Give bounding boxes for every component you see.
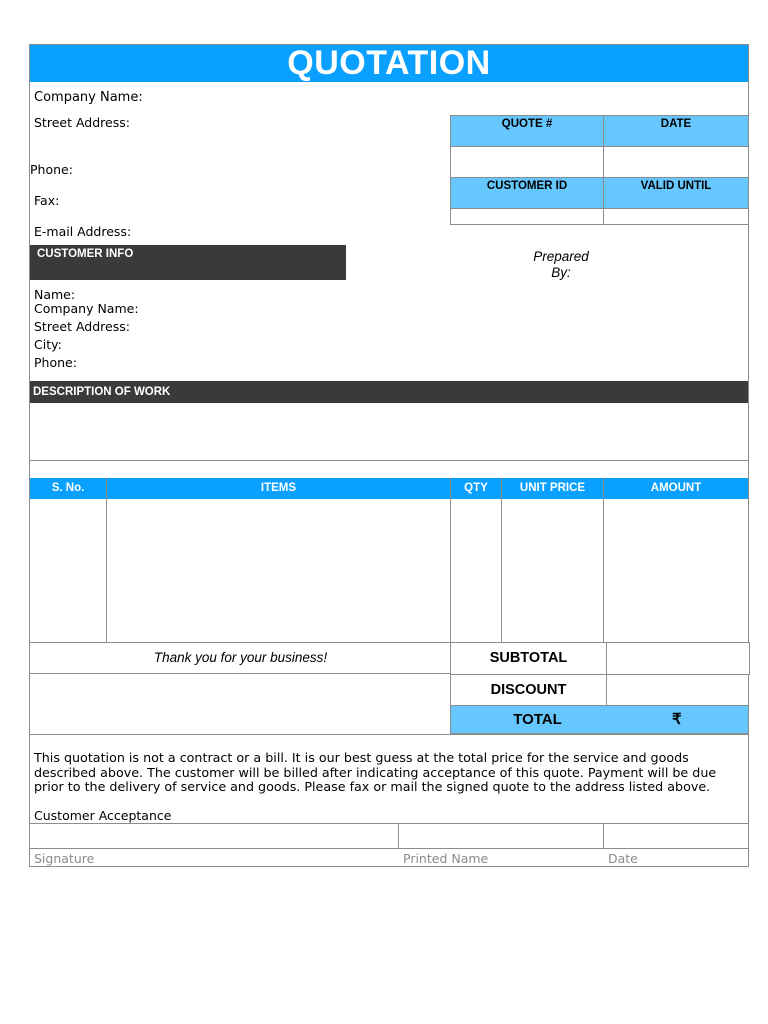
column-divider <box>450 499 451 642</box>
company-name-label: Company Name: <box>34 90 143 105</box>
customer-id-field[interactable] <box>450 208 604 225</box>
divider <box>30 734 749 735</box>
discount-label: DISCOUNT <box>450 674 607 706</box>
column-header-items: ITEMS <box>107 478 451 499</box>
description-header: DESCRIPTION OF WORK <box>30 381 748 403</box>
disclaimer-line: described above. The customer will be billed after indicating acceptance of this quote. Payment will be due <box>34 764 717 780</box>
column-header-amount: AMOUNT <box>604 478 748 499</box>
column-header-unit-price: UNIT PRICE <box>502 478 604 499</box>
column-divider <box>603 499 604 642</box>
prepared-by-label <box>520 249 602 281</box>
items-table-body[interactable] <box>30 499 748 642</box>
date-header: DATE <box>603 115 749 147</box>
column-divider <box>501 499 502 642</box>
total-value <box>624 705 749 734</box>
acceptance-date-label: Date <box>608 851 638 866</box>
date-field[interactable] <box>603 146 749 178</box>
column-header-sno: S. No. <box>30 478 107 499</box>
discount-value[interactable] <box>606 674 749 706</box>
description-field[interactable] <box>30 403 748 461</box>
page-title: QUOTATION <box>30 45 748 82</box>
total-label: TOTAL <box>450 705 625 734</box>
customer-company-name-label: Company Name: <box>34 301 139 316</box>
signature-label: Signature <box>34 851 95 866</box>
subtotal-label: SUBTOTAL <box>450 642 607 675</box>
disclaimer-text <box>34 751 716 795</box>
customer-info-header: CUSTOMER INFO <box>30 245 346 280</box>
valid-until-field[interactable] <box>603 208 749 225</box>
quote-number-header: QUOTE # <box>450 115 604 147</box>
signature-field[interactable] <box>30 823 399 849</box>
valid-until-header: VALID UNTIL <box>603 177 749 209</box>
printed-name-field[interactable] <box>398 823 604 849</box>
customer-city-label: City: <box>34 337 62 352</box>
column-divider <box>106 499 107 642</box>
acceptance-date-field[interactable] <box>603 823 749 849</box>
customer-id-header: CUSTOMER ID <box>450 177 604 209</box>
phone-label: Phone: <box>30 162 73 177</box>
customer-name-label: Name: <box>34 287 76 302</box>
column-header-qty: QTY <box>451 478 502 499</box>
customer-phone-label: Phone: <box>34 355 77 370</box>
prepared-by-line1: Prepared <box>533 249 589 264</box>
currency-symbol: ₹ <box>672 711 682 728</box>
disclaimer-line: prior to the delivery of service and goods. Please fax or mail the signed quote to the address listed above. <box>34 779 711 794</box>
email-label: E-mail Address: <box>34 224 132 239</box>
printed-name-label: Printed Name <box>403 851 489 866</box>
prepared-by-line2: By: <box>551 265 571 280</box>
customer-acceptance-label: Customer Acceptance <box>34 808 172 823</box>
quote-number-field[interactable] <box>450 146 604 178</box>
customer-street-address-label: Street Address: <box>34 319 130 334</box>
subtotal-value[interactable] <box>606 642 750 675</box>
disclaimer-line: This quotation is not a contract or a bill. It is our best guess at the total price for the service and goods <box>34 750 689 765</box>
street-address-label: Street Address: <box>34 115 130 130</box>
thank-you-message: Thank you for your business! <box>30 642 451 674</box>
fax-label: Fax: <box>34 193 60 208</box>
